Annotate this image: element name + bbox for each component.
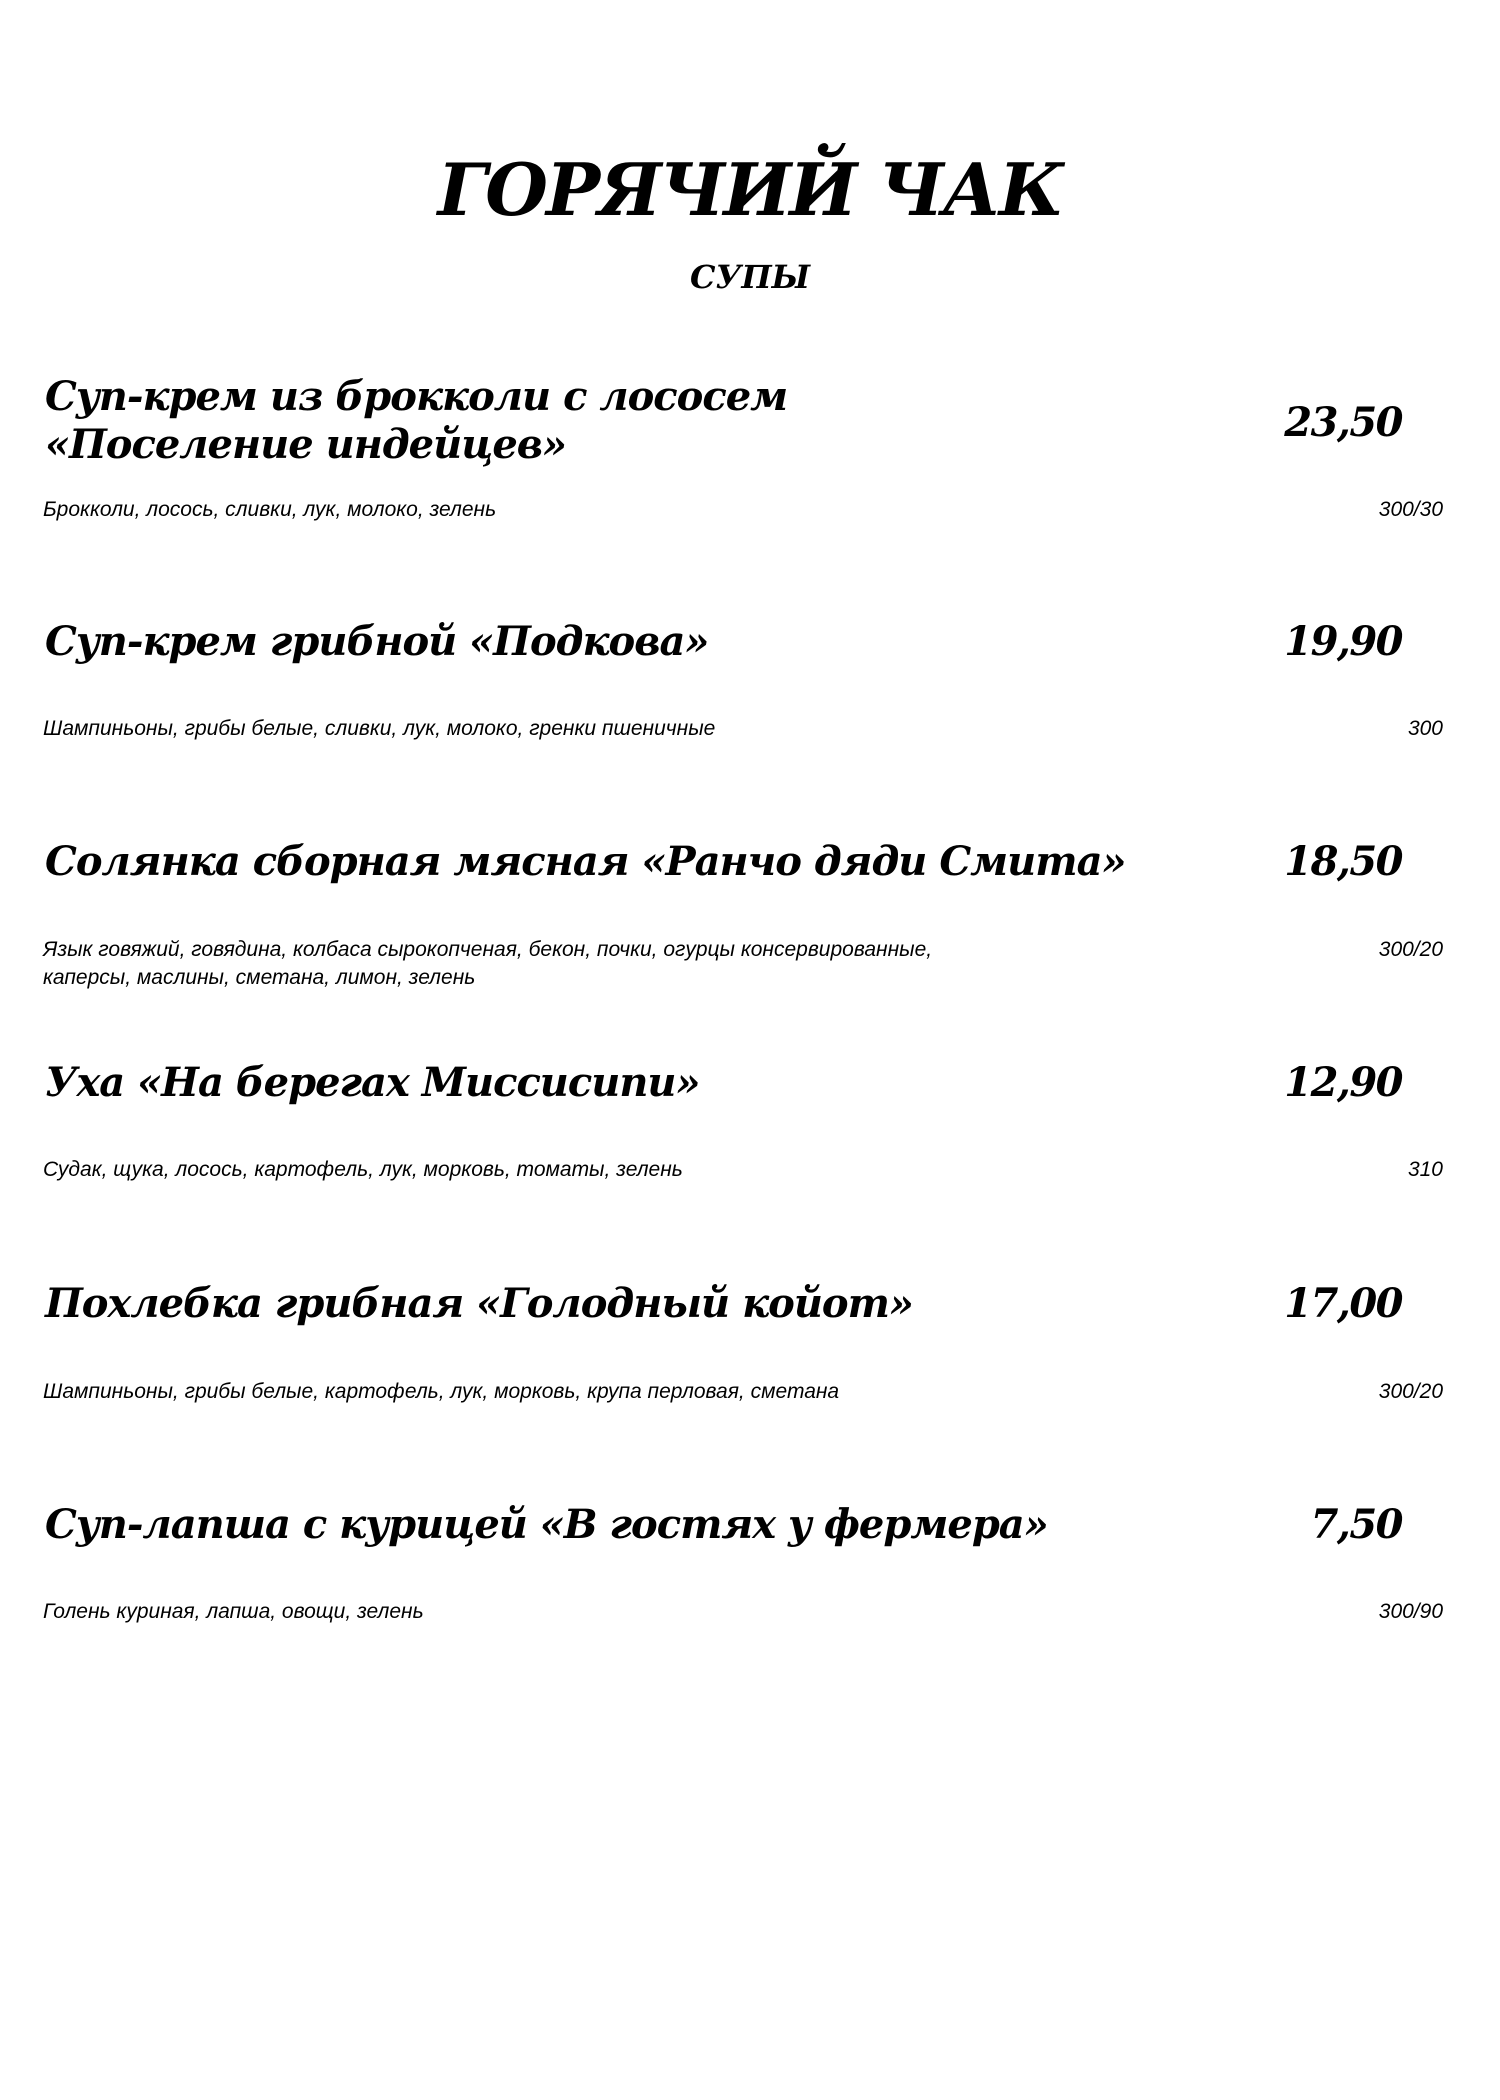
dish-weight: 310 (1407, 1158, 1443, 1181)
dish-name: Солянка сборная мясная «Ранчо дяди Смита» (45, 838, 1126, 885)
dish-description: Язык говяжий, говядина, колбаса сырокопченая, бекон, почки, огурцы консервированные, каперсы, маслины, сметана, лимон, зелень (43, 938, 933, 989)
dish-description: Голень куриная, лапша, овощи, зелень (43, 1600, 424, 1623)
dish-price: 7,50 (1310, 1501, 1402, 1548)
dish-name: Суп-крем из брокколи с лососем «Поселение индейцев» (45, 373, 788, 468)
dish-name: Суп-лапша с курицей «В гостях у фермера» (45, 1501, 1048, 1548)
dish-description: Шампиньоны, грибы белые, картофель, лук, морковь, крупа перловая, сметана (43, 1380, 840, 1403)
dish-name: Уха «На берегах Миссисипи» (45, 1059, 700, 1106)
dish-price: 23,50 (1284, 399, 1402, 446)
dish-name: Похлебка грибная «Голодный койот» (45, 1280, 913, 1327)
dish-weight: 300/90 (1378, 1600, 1443, 1623)
dish-weight: 300 (1407, 717, 1443, 740)
dish-price: 18,50 (1284, 838, 1402, 885)
dish-description: Брокколи, лосось, сливки, лук, молоко, зелень (43, 498, 497, 521)
dish-weight: 300/30 (1378, 498, 1443, 521)
dish-weight: 300/20 (1378, 938, 1443, 961)
dish-price: 17,00 (1284, 1280, 1402, 1327)
dish-price: 19,90 (1284, 618, 1402, 665)
dish-name: Суп-крем грибной «Подкова» (45, 618, 709, 665)
page-title: ГОРЯЧИЙ ЧАК (437, 147, 1063, 232)
dish-description: Судак, щука, лосось, картофель, лук, морковь, томаты, зелень (43, 1158, 683, 1181)
section-title: СУПЫ (689, 258, 811, 296)
dish-description: Шампиньоны, грибы белые, сливки, лук, молоко, гренки пшеничные (43, 717, 716, 740)
dish-price: 12,90 (1284, 1059, 1402, 1106)
dish-weight: 300/20 (1378, 1380, 1443, 1403)
